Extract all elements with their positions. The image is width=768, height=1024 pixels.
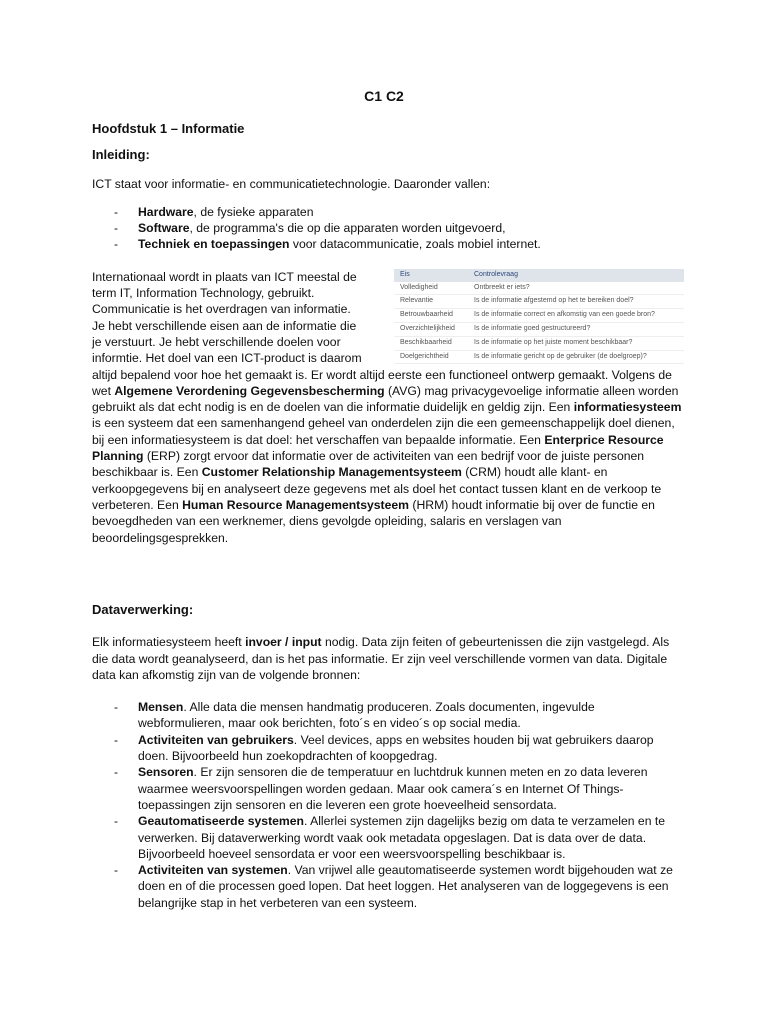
processing-paragraph bbox=[92, 634, 684, 683]
paragraph-text: Elk informatiesysteem heeft bbox=[92, 635, 246, 650]
chapter-heading: Hoofdstuk 1 – Informatie bbox=[92, 121, 245, 136]
page-title: C1 C2 bbox=[364, 88, 404, 104]
table-cell: Ontbreekt er iets? bbox=[468, 282, 684, 295]
table-cell: Betrouwbaarheid bbox=[394, 309, 468, 323]
list-item bbox=[92, 732, 684, 765]
table-header-cell: Eis bbox=[394, 269, 468, 282]
list-item bbox=[92, 813, 684, 862]
paragraph-text: (CRM) houdt alle klant- en verkoopgegevens bij en analyseert deze gegevens met als doel het contact tussen klant en de verkoop te verbeteren. Een bbox=[92, 465, 662, 512]
table-cell: Is de informatie gericht op de gebruiker (de doelgroep)? bbox=[468, 350, 684, 364]
table-header-row bbox=[394, 269, 684, 282]
list-item bbox=[92, 699, 684, 732]
table-cell: Is de informatie afgestemd op het te bereiken doel? bbox=[468, 295, 684, 309]
list-item-text: , de fysieke apparaten bbox=[193, 204, 314, 219]
processing-section bbox=[92, 602, 684, 911]
table-row bbox=[394, 336, 684, 350]
list-item-text: . Allerlei systemen zijn dagelijks bezig om data te verzamelen en te verwerken. Bij dataverwerking wordt vaak ook metadata opgeslagen. Dat is data over de data. Bijvoorbeeld hoeveel sensordata er voor een weersvoorspelling beschikbaar is. bbox=[138, 814, 666, 861]
list-item bbox=[92, 220, 684, 236]
table-row bbox=[394, 295, 684, 309]
list-item bbox=[92, 236, 684, 252]
intro-section bbox=[92, 121, 684, 546]
list-item-term: Activiteiten van gebruikers bbox=[138, 732, 294, 747]
data-sources-list bbox=[92, 699, 684, 911]
paragraph-term: informatiesysteem bbox=[573, 400, 682, 415]
processing-heading: Dataverwerking: bbox=[92, 602, 194, 617]
list-item-text: , de programma's die op die apparaten worden uitgevoerd, bbox=[189, 221, 506, 236]
intro-paragraph bbox=[92, 269, 684, 546]
intro-lead: ICT staat voor informatie- en communicatietechnologie. Daaronder vallen: bbox=[92, 176, 491, 191]
paragraph-text: Internationaal wordt in plaats van ICT meestal de term IT, Information Technology, gebruikt. Communicatie is het overdragen van informatie. Je hebt verschillende eisen aan de informatie die je verstuurt. Je hebt verschillende doelen voor informtie. Het doel van een ICT-product is daarom altijd bepalend voor hoe het gemaakt is. Er wordt altijd eerste een functioneel ontwerp gemaakt. Volgens de wet bbox=[92, 269, 672, 398]
table-cell: Is de informatie correct en afkomstig van een goede bron? bbox=[468, 309, 684, 323]
table-header-cell: Controlevraag bbox=[468, 269, 684, 282]
list-item-term: Mensen bbox=[138, 700, 184, 715]
list-item-text: . Er zijn sensoren die de temperatuur en luchtdruk kunnen meten en zo data leveren waarmee weersvoorspellingen worden gedaan. Maar ook camera´s en Internet Of Things-toepassingen zijn sensoren en die leveren een grote hoeveelheid sensordata. bbox=[138, 765, 648, 812]
list-item-term: Activiteiten van systemen bbox=[138, 863, 288, 878]
paragraph-term: Algemene Verordening Gegevensbescherming bbox=[114, 383, 385, 398]
list-item-text: voor datacommunicatie, zoals mobiel internet. bbox=[289, 237, 541, 252]
table-row bbox=[394, 322, 684, 336]
table-cell: Is de informatie op het juiste moment beschikbaar? bbox=[468, 336, 684, 350]
list-item bbox=[92, 764, 684, 813]
table-cell: Relevantie bbox=[394, 295, 468, 309]
table-cell: Overzichtelijkheid bbox=[394, 322, 468, 336]
paragraph-term: invoer / input bbox=[245, 635, 322, 650]
paragraph-term: Enterprice Resource Planning bbox=[92, 432, 664, 464]
list-item-text: . Veel devices, apps en websites houden bij wat gebruikers daarop doen. Bijvoorbeeld hun zoekopdrachten of koopgedrag. bbox=[138, 732, 654, 764]
paragraph-term: Human Resource Managementsysteem bbox=[182, 497, 410, 512]
paragraph-text: (AVG) mag privacygevoelige informatie alleen worden gebruikt als dat echt nodig is en de doelen van die informatie duidelijk en geldig zijn. Een bbox=[92, 383, 679, 415]
list-item-text: . Van vrijwel alle geautomatiseerde systemen wordt bijgehouden wat ze doen en of die processen goed lopen. Dat heet loggen. Het analyseren van de loggegevens is een belangrijke stap in het verbeteren van een systeem. bbox=[138, 863, 673, 910]
table-cell: Doelgerichtheid bbox=[394, 350, 468, 364]
list-item-term: Software bbox=[138, 221, 190, 236]
table-cell: Is de informatie goed gestructureerd? bbox=[468, 322, 684, 336]
ict-list bbox=[92, 204, 684, 253]
table-cell: Volledigheid bbox=[394, 282, 468, 295]
list-item bbox=[92, 862, 684, 911]
table-cell: Beschikbaarheid bbox=[394, 336, 468, 350]
paragraph-text: nodig. Data zijn feiten of gebeurtenissen die zijn vastgelegd. Als die data wordt geanalyseerd, dan is het pas informatie. Er zijn veel verschillende vormen van data. Digitale data kan afkomstig zijn van de volgende bronnen: bbox=[92, 635, 670, 682]
paragraph-text: is een systeem dat een samenhangend geheel van onderdelen zijn die een gemeenschappelijk doel dienen, bij een informatiesysteem is dat doel: het verschaffen van bepaalde informatie. Een bbox=[92, 416, 675, 447]
requirements-table-figure bbox=[394, 269, 684, 365]
paragraph-term: Customer Relationship Managementsysteem bbox=[201, 465, 462, 480]
requirements-table bbox=[394, 269, 684, 365]
table-row bbox=[394, 350, 684, 364]
table-row bbox=[394, 282, 684, 295]
paragraph-text: (ERP) zorgt ervoor dat informatie over de activiteiten van een bedrijf voor de juiste personen beschikbaar is. Een bbox=[92, 449, 645, 480]
table-row bbox=[394, 309, 684, 323]
list-item bbox=[92, 204, 684, 220]
list-item-term: Sensoren bbox=[138, 765, 194, 780]
intro-heading: Inleiding: bbox=[92, 147, 150, 163]
list-item-text: . Alle data die mensen handmatig produceren. Zoals documenten, ingevulde webformulieren, maar ook berichten, foto´s en video´s op social media. bbox=[138, 700, 595, 731]
paragraph-text: (HRM) houdt informatie bij over de functie en bevoegdheden van een werknemer, diens gevolgde opleiding, salaris en verslagen van beoordelingsgesprekken. bbox=[92, 497, 655, 545]
list-item-term: Techniek en toepassingen bbox=[138, 237, 290, 252]
list-item-term: Hardware bbox=[138, 204, 194, 219]
list-item-term: Geautomatiseerde systemen bbox=[138, 814, 304, 829]
